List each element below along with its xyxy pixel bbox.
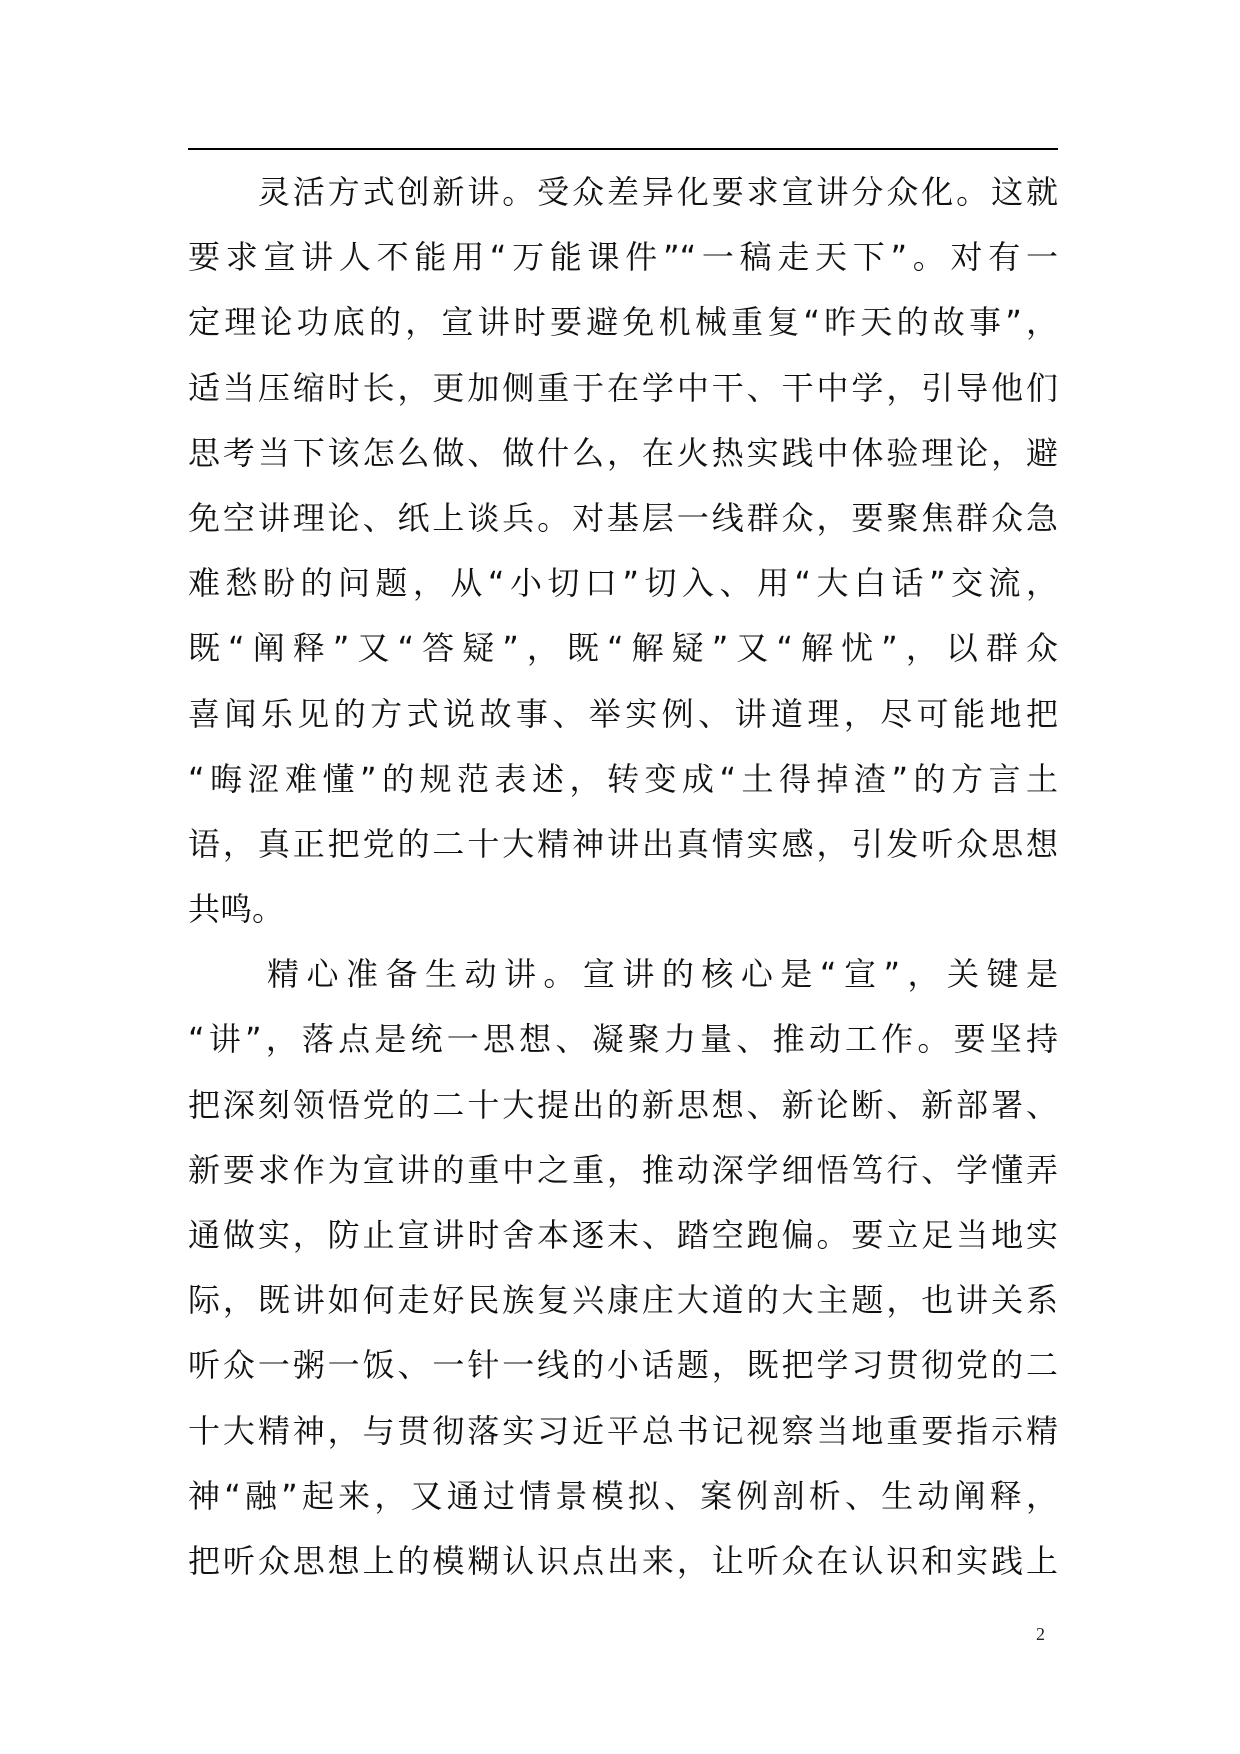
text-line: 既“阐释”又“答疑”，既“解疑”又“解忧”，以群众 [188, 629, 1058, 668]
text-line: 难愁盼的问题，从“小切口”切入、用“大白话”交流， [188, 564, 1058, 603]
text-line: 灵活方式创新讲。受众差异化要求宣讲分众化。这就 [188, 173, 1058, 211]
text-line: 适当压缩时长，更加侧重于在学中干、干中学，引导他们 [188, 368, 1058, 407]
text-line: 新要求作为宣讲的重中之重，推动深学细悟笃行、学懂弄 [188, 1150, 1058, 1189]
text-line: 喜闻乐见的方式说故事、举实例、讲道理，尽可能地把 [188, 694, 1058, 733]
paragraph-careful-preparation [188, 942, 1058, 1594]
page-number: 2 [1036, 1624, 1045, 1644]
paragraph-flexible-methods [188, 160, 1058, 942]
text-line: 神“融”起来，又通过情景模拟、案例剖析、生动阐释， [188, 1476, 1058, 1515]
text-line: 把深刻领悟党的二十大提出的新思想、新论断、新部署、 [188, 1085, 1058, 1124]
text-line: 把听众思想上的模糊认识点出来，让听众在认识和实践上 [188, 1541, 1058, 1580]
text-line: “晦涩难懂”的规范表述，转变成“土得掉渣”的方言土 [188, 759, 1058, 798]
text-line: 听众一粥一饭、一针一线的小话题，既把学习贯彻党的二 [188, 1346, 1058, 1385]
document-body [188, 160, 1058, 1594]
text-line: 十大精神，与贯彻落实习近平总书记视察当地重要指示精 [188, 1411, 1058, 1450]
text-line: 要求宣讲人不能用“万能课件”“一稿走天下”。对有一 [188, 238, 1058, 277]
text-line: 通做实，防止宣讲时舍本逐末、踏空跑偏。要立足当地实 [188, 1216, 1058, 1254]
text-line: 共鸣。 [188, 890, 285, 929]
text-line: 思考当下该怎么做、做什么，在火热实践中体验理论，避 [188, 433, 1058, 472]
text-line: 际，既讲如何走好民族复兴康庄大道的大主题，也讲关系 [188, 1281, 1058, 1320]
header-rule [188, 148, 1058, 150]
text-line: 免空讲理论、纸上谈兵。对基层一线群众，要聚焦群众急 [188, 498, 1058, 537]
text-line: 语，真正把党的二十大精神讲出真情实感，引发听众思想 [188, 824, 1058, 863]
text-line: “讲”，落点是统一思想、凝聚力量、推动工作。要坚持 [188, 1020, 1058, 1059]
text-line: 精心准备生动讲。宣讲的核心是“宣”，关键是 [188, 955, 1058, 994]
text-line: 定理论功底的，宣讲时要避免机械重复“昨天的故事”， [188, 303, 1058, 342]
